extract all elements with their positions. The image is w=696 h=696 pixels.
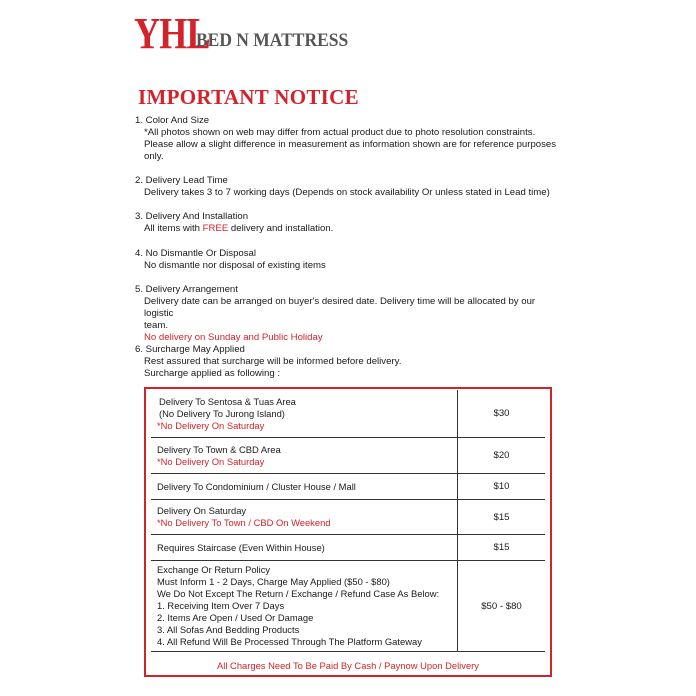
row-description (151, 438, 458, 473)
line-end: delivery and installation. (228, 223, 334, 234)
row-description (151, 535, 458, 560)
table-row (151, 500, 545, 535)
row-description (151, 500, 458, 534)
row-line: Must Inform 1 - 2 Days, Charge May Applied ($50 - $80) (157, 576, 390, 587)
section-line: Delivery takes 3 to 7 working days (Depends on stock availability Or unless stated in Lead time) (144, 187, 550, 198)
row-line: Delivery To Condominium / Cluster House / Mall (157, 480, 356, 492)
row-price: $30 (493, 408, 510, 419)
section-heading: 3. Delivery And Installation (135, 211, 249, 222)
row-line: 2. Items Are Open / Used Or Damage (157, 612, 314, 623)
row-line: We Do Not Except The Return / Exchange / Refund Case As Below: (157, 588, 440, 599)
table-row (151, 438, 545, 474)
brand-mark: YHL (134, 9, 210, 58)
section-heading: 5. Delivery Arrangement (135, 284, 238, 295)
row-line: Delivery To Town & CBD Area (157, 443, 281, 455)
row-line: 3. All Sofas And Bedding Products (157, 624, 300, 635)
surcharge-table (144, 387, 552, 677)
row-note: *No Delivery To Town / CBD On Weekend (157, 517, 331, 528)
row-note: *No Delivery On Saturday (157, 455, 265, 467)
section-heading: 2. Delivery Lead Time (135, 175, 228, 186)
row-line: (No Delivery To Jurong Island) (159, 407, 285, 419)
row-description (151, 390, 458, 437)
section-heading: 4. No Dismantle Or Disposal (135, 248, 257, 259)
section-line (135, 223, 565, 235)
section-line: only. (144, 151, 164, 162)
line-start: All items with (144, 223, 203, 234)
table-row (151, 474, 545, 500)
free-highlight: FREE (202, 223, 229, 234)
section-surcharge (135, 344, 565, 380)
brand-logo (134, 9, 361, 58)
payment-note: All Charges Need To Be Paid By Cash / Paynow Upon Delivery (217, 660, 479, 671)
brand-name: BED N MATTRESS (196, 30, 349, 51)
table-row (151, 535, 545, 561)
row-price: $20 (493, 450, 510, 461)
section-dismantle (135, 248, 565, 272)
section-heading: 6. Surcharge May Applied (135, 344, 245, 355)
section-heading: 1. Color And Size (135, 115, 210, 126)
row-line: 4. All Refund Will Be Processed Through The Platform Gateway (157, 636, 422, 647)
row-price: $15 (493, 511, 510, 523)
row-price: $15 (493, 542, 510, 553)
section-lead-time (135, 175, 565, 199)
table-row (151, 561, 545, 652)
section-line: Surcharge applied as following : (144, 368, 280, 379)
section-line: Rest assured that surcharge will be informed before delivery. (144, 356, 402, 367)
row-price: $10 (493, 481, 510, 492)
row-price: $50 - $80 (481, 600, 522, 612)
section-line: Delivery date can be arranged on buyer's desired date. Delivery time will be allocated by our logistic (144, 296, 536, 319)
section-line: team. (144, 320, 168, 331)
row-description (151, 474, 458, 499)
row-line: Delivery On Saturday (157, 505, 247, 516)
section-arrangement (135, 284, 565, 344)
row-line: Exchange Or Return Policy (157, 564, 271, 575)
row-note: *No Delivery On Saturday (157, 419, 265, 431)
section-color-size (135, 115, 565, 163)
section-line: *All photos shown on web may differ from actual product due to photo resolution constraints. (144, 127, 536, 138)
row-line: Requires Staircase (Even Within House) (157, 541, 325, 553)
row-description (151, 561, 458, 651)
notice-title: IMPORTANT NOTICE (138, 85, 359, 109)
section-line: No dismantle nor disposal of existing items (144, 260, 326, 271)
row-line: 1. Receiving Item Over 7 Days (157, 600, 285, 611)
section-line: Please allow a slight difference in measurement as information shown are for reference purposes (144, 139, 557, 150)
row-line: Delivery To Sentosa & Tuas Area (159, 395, 296, 407)
table-row (151, 390, 545, 438)
section-installation (135, 211, 565, 235)
no-sunday-delivery-note: No delivery on Sunday and Public Holiday (144, 332, 323, 343)
